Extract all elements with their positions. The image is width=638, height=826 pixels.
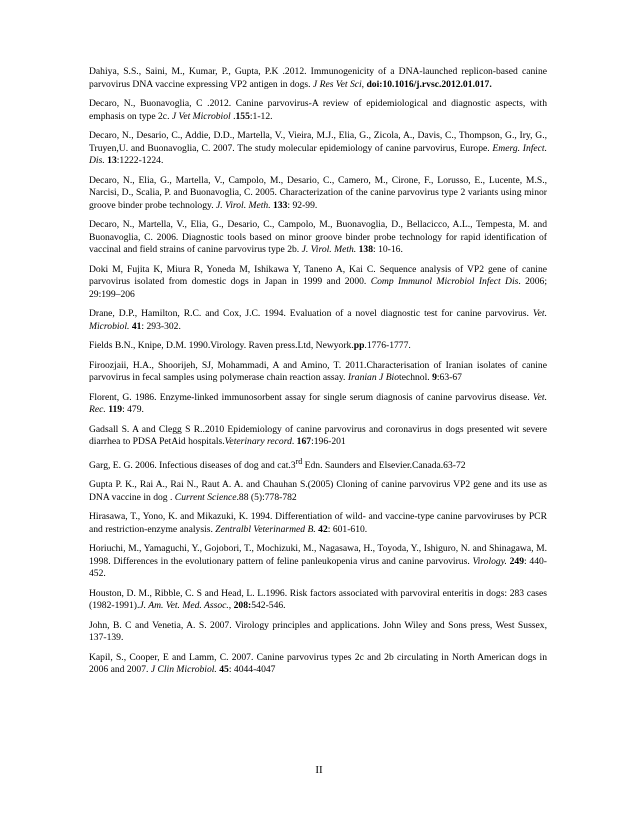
reference-text-segment: : 601-610. — [327, 523, 368, 535]
reference-text-segment: 41 — [131, 320, 142, 332]
reference-entry — [89, 392, 547, 417]
reference-text-segment: 249 — [509, 555, 524, 567]
reference-text-segment: 119 — [108, 404, 123, 415]
reference-text-segment: Current Science — [174, 491, 237, 503]
reference-text-segment: : 293-302. — [141, 320, 181, 332]
reference-text-segment: 42 — [318, 523, 328, 535]
reference-text-segment: 155 — [235, 110, 250, 122]
reference-text-segment: Gadsall S. A and Clegg S R..2010 Epidemiology of canine parvovirus and coronavirus in dogs presented wit severe diarrhea to PDSA PetAid hospitals. — [89, 423, 547, 447]
reference-text-segment: .1776-1777. — [364, 340, 411, 351]
reference-text-segment: Decaro, N., Buonavoglia, C .2012. Canine parvovirus-A review of epidemiological and diagnostic aspects, with emphasis on type 2c. — [89, 98, 547, 122]
reference-text-segment: . — [230, 110, 236, 122]
reference-text-segment: 208: — [233, 600, 252, 612]
reference-text-segment: Vet. Rec. — [89, 391, 547, 415]
reference-text-segment: . 2006; 29:199–206 — [89, 276, 547, 300]
reference-text-segment: Garg, E. G. 2006. Infectious diseases of dog and cat.3 — [89, 459, 296, 471]
reference-text-segment: Kapil, S., Cooper, E and Lamm, C. 2007. Canine parvovirus types 2c and 2b circulating in North American dogs in 2006 and 2007. — [89, 651, 547, 676]
reference-text-segment: Houston, D. M., Ribble, C. S and Head, L. L.1996. Risk factors associated with parvoviral enteritis in dogs: 283 cases (1982-1991). — [89, 587, 547, 612]
reference-entry — [89, 66, 547, 91]
reference-text-segment: 542-546. — [251, 600, 286, 612]
reference-text-segment: J. Am. Vet. Med. Assoc. — [139, 600, 229, 612]
reference-entry — [89, 130, 547, 168]
reference-text-segment: John, B. C and Venetia, A. S. 2007. Virology principles and applications. John Wiley and Sons press, West Sussex, 137-139. — [89, 619, 547, 644]
reference-text-segment: J Res Vet Sci — [312, 78, 362, 90]
reference-text-segment: Edn. Saunders and Elsevier.Canada.63-72 — [302, 459, 466, 471]
reference-text-segment: Iranian J Bio — [347, 372, 400, 383]
reference-text-segment: 138 — [358, 244, 374, 255]
reference-text-segment: Fields B.N., Knipe, D.M. 1990.Virology. Raven press.Ltd, Newyork. — [89, 340, 354, 351]
reference-entry — [89, 308, 547, 333]
reference-entry — [89, 543, 547, 581]
reference-text-segment: J Clin Microbiol. — [150, 664, 217, 676]
reference-text-segment: Virology. — [472, 555, 507, 567]
reference-text-segment: 167 — [296, 436, 312, 447]
reference-text-segment: Florent, G. 1986. Enzyme-linked immunosorbent assay for single serum diagnosis of canine parvovirus disease. — [89, 391, 533, 403]
reference-text-segment: J. Virol. Meth. — [301, 244, 357, 255]
reference-text-segment: : 92-99. — [287, 199, 318, 211]
reference-text-segment: 133 — [273, 199, 288, 211]
reference-text-segment: pp — [353, 340, 365, 351]
reference-text-segment: rd — [295, 456, 303, 466]
reference-text-segment: .88 (5):778-782 — [236, 491, 297, 503]
reference-text-segment: Dahiya, S.S., Saini, M., Kumar, P., Gupta, P.K .2012. Immunogenicity of a DNA-launched replicon-based canine parvovirus DNA vaccine expressing VP2 antigen in dogs. — [89, 66, 547, 90]
reference-text-segment: J Vet Microbiol — [171, 110, 231, 122]
reference-entry — [89, 588, 547, 613]
reference-text-segment: Decaro, N., Desario, C., Addie, D.D., Martella, V., Vieira, M.J., Elia, G., Zicola, A., Davis, C., Thompson, G., Iry, G., Truyen,U. and Buonavoglia, C. 2007. The study molecular epidemiology of canine parvovirus, Europe. — [89, 130, 547, 154]
reference-entry — [89, 620, 547, 645]
reference-text-segment: :196-201 — [311, 436, 346, 447]
reference-entry — [89, 340, 547, 353]
reference-text-segment: . — [291, 436, 297, 447]
reference-text-segment: 45 — [219, 664, 229, 676]
reference-entry — [89, 456, 547, 473]
reference-text-segment: Vet. Microbiol. — [89, 308, 547, 332]
reference-text-segment: Zentralbl Veterinarmed B. — [215, 523, 316, 535]
reference-text-segment: 9 — [432, 372, 437, 383]
reference-text-segment: Comp Immunol Microbiol Infect Dis — [370, 276, 519, 287]
reference-entry — [89, 424, 547, 449]
reference-text-segment: : 4044-4047 — [228, 664, 276, 676]
reference-text-segment: :1-12. — [249, 110, 273, 122]
reference-text-segment: Hirasawa, T., Yono, K. and Mikazuki, K. 1994. Differentiation of wild- and vaccine-type canine parvoviruses by PCR and restriction-enzyme analysis. — [89, 511, 547, 535]
reference-entry — [89, 219, 547, 257]
reference-entry — [89, 652, 547, 677]
reference-text-segment: Firoozjaii, H.A., Shoorijeh, SJ, Mohammadi, A and Amino, T. 2011.Characterisation of Iranian isolates of canine parvovirus in fecal samples using polymerase chain reaction assay. — [89, 359, 547, 383]
reference-text-segment: Decaro, N., Martella, V., Elia, G., Desario, C., Campolo, M., Buonavoglia, D., Bellacicco, A.L., Tempesta, M. and Buonavoglia, C. 2006. Diagnostic tools based on minor groove binder probe technology for rapid identification of vaccinal and field strains of canine parvovirus type 2b. — [89, 219, 547, 255]
reference-text-segment: : 10-16. — [373, 244, 403, 255]
reference-text-segment: : 440-452. — [89, 555, 547, 580]
reference-text-segment: Veterinary record — [224, 436, 292, 447]
reference-text-segment: , — [361, 78, 367, 90]
reference-text-segment: Doki M, Fujita K, Miura R, Yoneda M, Ishikawa Y, Taneno A, Kai C. Sequence analysis of VP2 gene of canine parvovirus isolated from domestic dogs in Japan in 1999 and 2000. — [89, 263, 547, 287]
page-number: II — [315, 764, 323, 776]
reference-text-segment: Decaro, N., Elia, G., Martella, V., Campolo, M., Desario, C., Camero, M., Cirone, F., Lorusso, E., Lucente, M.S., Narcisi, D., Scalia, P. and Buonavoglia, C. 2005. Characterization of the canine parvovirus type 2 variants using minor groove binder probe technology. — [89, 174, 547, 211]
reference-text-segment: J. Virol. Meth. — [216, 199, 271, 211]
reference-entry — [89, 360, 547, 385]
reference-text-segment: Drane, D.P., Hamilton, R.C. and Cox, J.C. 1994. Evaluation of a novel diagnostic test for canine parvovirus. — [89, 308, 533, 319]
reference-text-segment: technol. — [399, 372, 433, 383]
reference-entry — [89, 175, 547, 213]
reference-text-segment: Gupta P. K., Rai A., Rai N., Raut A. A. and Chauhan S.(2005) Cloning of canine parvovirus VP2 gene and its use as DNA vaccine in dog . — [89, 479, 547, 503]
reference-text-segment: :63-67 — [436, 372, 462, 383]
reference-entry — [89, 264, 547, 302]
reference-text-segment: : 479. — [122, 404, 144, 415]
reference-text-segment: :1222-1224. — [116, 155, 164, 166]
reference-entry — [89, 98, 547, 123]
reference-text-segment: , — [228, 600, 234, 612]
reference-list — [89, 66, 547, 684]
reference-entry — [89, 511, 547, 536]
reference-text-segment: doi:10.1016/j.rvsc.2012.01.017. — [366, 78, 492, 90]
reference-text-segment: 13 — [107, 155, 117, 166]
reference-text-segment: Horiuchi, M., Yamaguchi, Y., Gojobori, T., Mochizuki, M., Nagasawa, H., Toyoda, Y., Ishiguro, N. and Shinagawa, M. 1998. Differences in the evolutionary pattern of feline panleukopenia virus and canine parvovirus. — [89, 543, 547, 567]
reference-entry — [89, 479, 547, 504]
reference-text-segment: Emerg. Infect. Dis. — [89, 142, 547, 166]
